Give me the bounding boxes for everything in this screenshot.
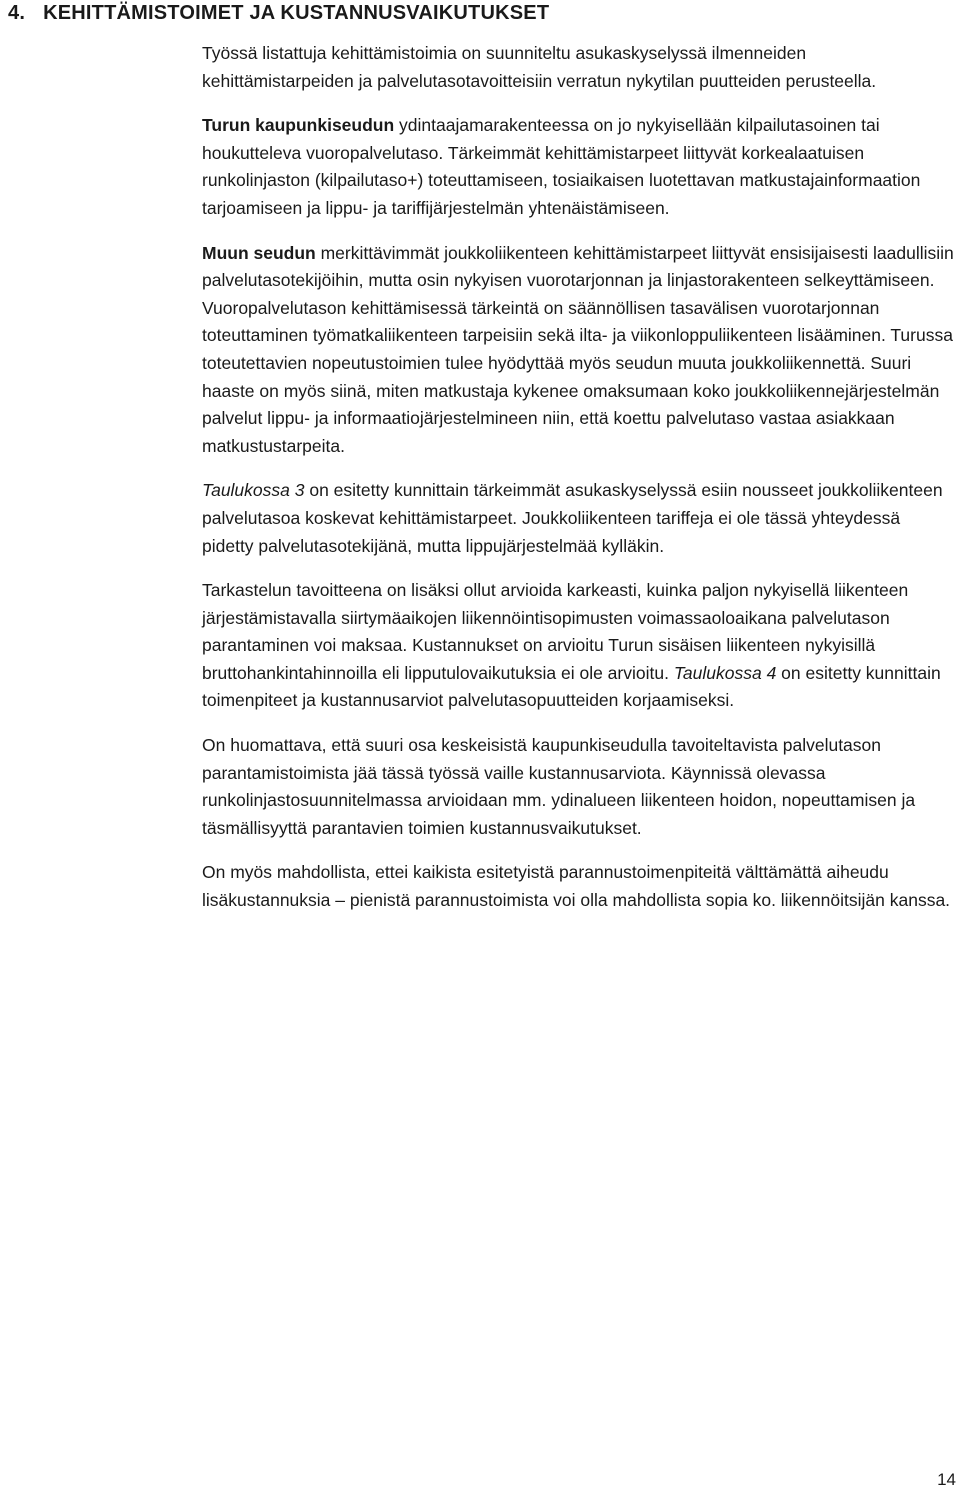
paragraph-2-text: ydintaajamarakenteessa on jo nykyisellään kilpailutasoinen tai houkutteleva vuoropalvelutaso. Tärkeimmät kehittämistarpeet liittyvät korkealaatuisen runkolinjaston (kilpailutaso+) toteuttamiseen, tosiaikaisen luotettavan matkustajainformaation tarjoamiseen ja lippu- ja tariffijärjestelmän yhtenäistämiseen. — [202, 115, 921, 218]
paragraph-2-bold: Turun kaupunkiseudun — [202, 115, 395, 136]
paragraph-5-text-a: Tarkastelun tavoitteena on lisäksi ollut arvioida karkeasti, kuinka paljon nykyisellä liikenteen järjestämistavalla siirtymäaikojen liikennöintisopimusten voimassaoloaikana palvelutason parantaminen voi maksaa. Kustannukset on arvioitu Turun sisäisen liikenteen nykyisillä bruttohankintahinnoilla eli lipputulovaikutuksia ei ole arvioitu. — [202, 580, 909, 683]
paragraph-2 — [202, 112, 954, 222]
paragraph-3 — [202, 240, 954, 461]
paragraph-6-text: On huomattava, että suuri osa keskeisistä kaupunkiseudulla tavoiteltavista palvelutason parantamistoimista jää tässä työssä vaille kustannusarviota. Käynnissä olevassa runkolinjastosuunnitelmassa arvioidaan mm. ydinalueen liikenteen hoidon, nopeuttamisen ja täsmällisyyttä parantavien toimien kustannusvaikutukset. — [202, 735, 916, 838]
paragraph-1-text: Työssä listattuja kehittämistoimia on suunniteltu asukaskyselyssä ilmenneiden kehittämistarpeiden ja palvelutasotavoitteisiin verratun nykytilan puutteiden perusteella. — [202, 43, 877, 91]
paragraph-7 — [202, 859, 954, 914]
section-number: 4. — [8, 2, 26, 24]
section-heading — [8, 2, 549, 25]
table-3-reference: Taulukossa 3 — [202, 480, 305, 501]
paragraph-1 — [202, 40, 954, 95]
paragraph-6 — [202, 732, 954, 842]
body-text — [202, 40, 954, 932]
paragraph-4 — [202, 477, 954, 560]
paragraph-3-text: merkittävimmät joukkoliikenteen kehittämistarpeet liittyvät ensisijaisesti laadullisiin palvelutasotekijöihin, mutta osin nykyisen vuorotarjonnan ja linjastorakenteen selkeyttämiseen. Vuoropalvelutason kehittämisessä tärkeintä on säännöllisen tasavälisen vuorotarjonnan toteuttaminen työmatkaliikenteen tarpeisiin sekä ilta- ja viikonloppuliikenteen lisääminen. Turussa toteutettavien nopeutustoimien tulee hyödyttää myös seudun muuta joukkoliikennettä. Suuri haaste on myös siinä, miten matkustaja kykenee omaksumaan koko joukkoliikennejärjestelmän palvelut lippu- ja informaatiojärjestelmineen niin, että koettu palvelutaso vastaa asiakkaan matkustustarpeita. — [202, 242, 954, 456]
paragraph-4-text: on esitetty kunnittain tärkeimmät asukaskyselyssä esiin nousseet joukkoliikenteen palvelutasoa koskevat kehittämistarpeet. Joukkoliikenteen tariffeja ei ole tässä yhteydessä pidetty palvelutasotekijänä, mutta lippujärjestelmää kylläkin. — [202, 480, 943, 556]
section-title: KEHITTÄMISTOIMET JA KUSTANNUSVAIKUTUKSET — [43, 2, 550, 24]
paragraph-5 — [202, 577, 954, 715]
paragraph-7-text: On myös mahdollista, ettei kaikista esitetyistä parannustoimenpiteitä välttämättä aiheudu lisäkustannuksia – pienistä parannustoimista voi olla mahdollista sopia ko. liikennöitsijän kanssa. — [202, 862, 951, 911]
table-4-reference: Taulukossa 4 — [673, 662, 777, 683]
paragraph-3-bold: Muun seudun — [202, 242, 316, 263]
paragraph-5-text-b: on esitetty kunnittain toimenpiteet ja kustannusarviot palvelutasopuutteiden korjaamiseksi. — [202, 662, 941, 711]
page-number: 14 — [937, 1470, 956, 1489]
